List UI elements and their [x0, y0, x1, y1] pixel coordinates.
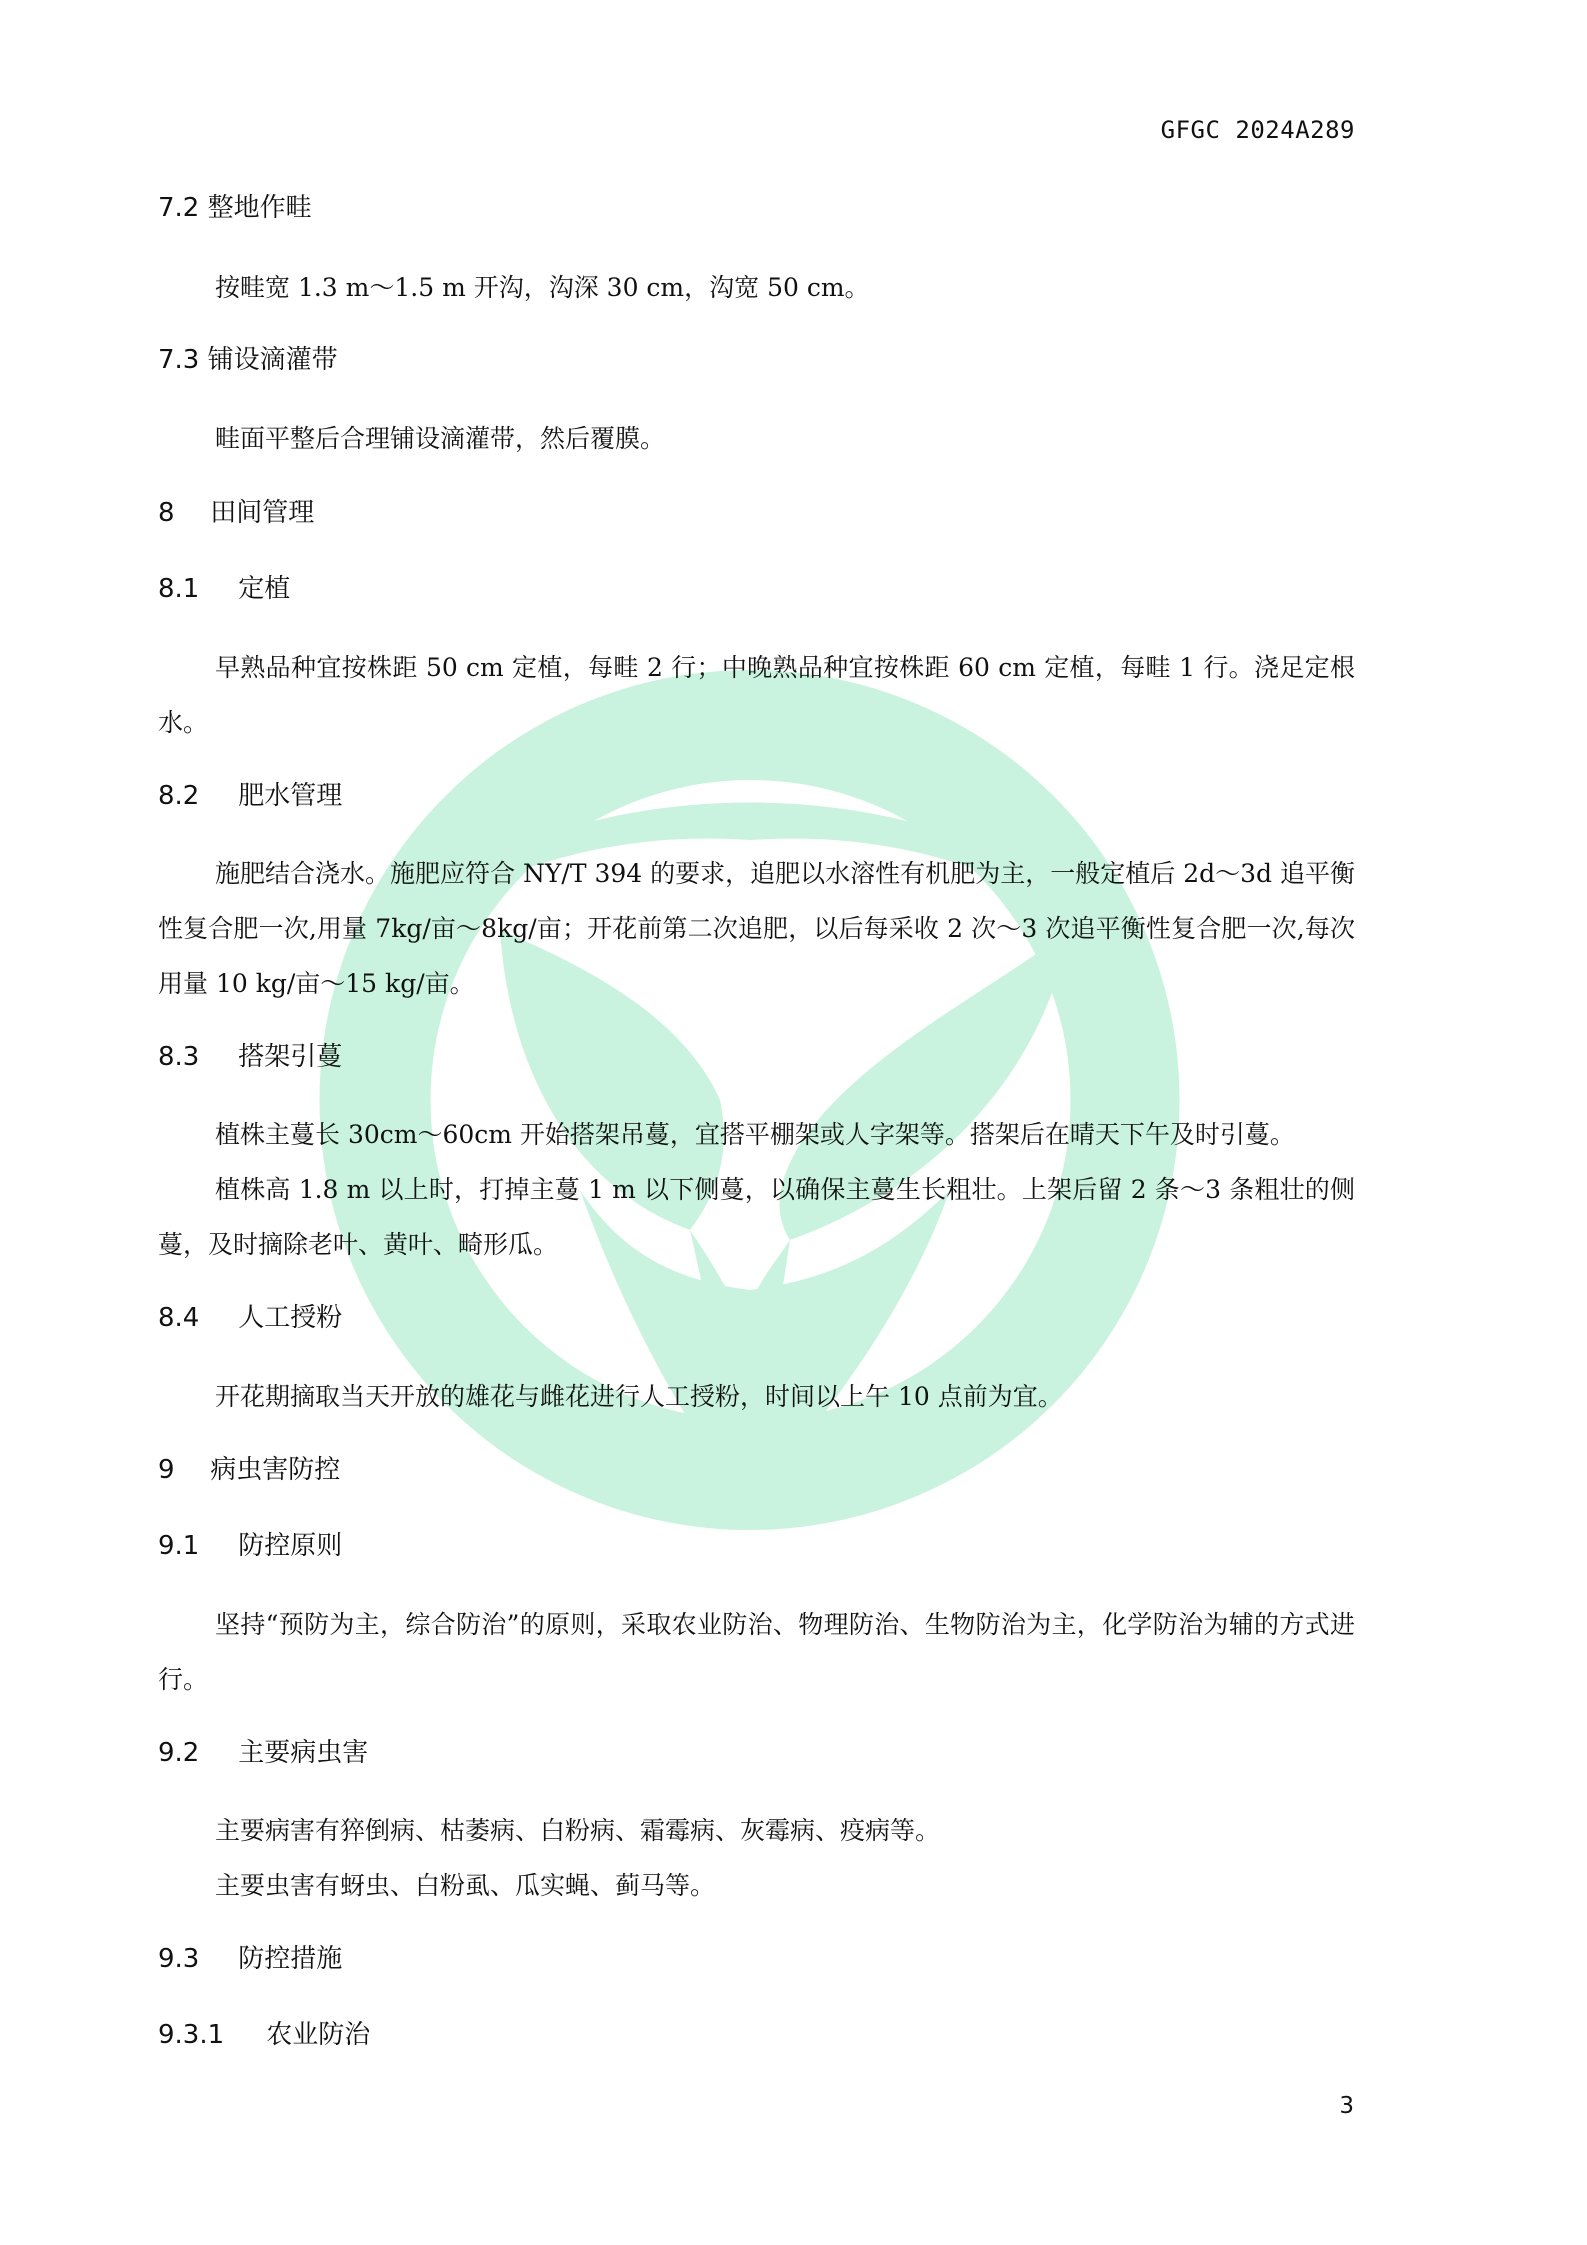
section-number: 7.2 [158, 193, 200, 223]
section-title: 肥水管理 [238, 781, 343, 811]
section-number: 8.2 [158, 781, 200, 811]
section-heading-9-2 [158, 1736, 368, 1770]
section-number: 9.3.1 [158, 2020, 225, 2050]
paragraph: 开花期摘取当天开放的雄花与雌花进行人工授粉，时间以上午 10 点前为宜。 [215, 1382, 1063, 1411]
section-number: 9.1 [158, 1531, 200, 1561]
section-title: 人工授粉 [238, 1303, 343, 1333]
section-heading-8-4 [158, 1301, 342, 1335]
paragraph: 畦面平整后合理铺设滴灌带，然后覆膜。 [215, 424, 666, 453]
paragraph: 植株高 1.8 m 以上时，打掉主蔓 1 m 以下侧蔓，以确保主蔓生长粗壮。上架后留 2 条～3 条粗壮的侧蔓，及时摘除老叶、黄叶、畸形瓜。 [158, 1175, 1355, 1259]
paragraph: 植株主蔓长 30cm～60cm 开始搭架吊蔓，宜搭平棚架或人字架等。搭架后在晴天下午及时引蔓。 [215, 1120, 1295, 1149]
section-heading-8-3 [158, 1040, 342, 1074]
section-title: 主要病虫害 [238, 1738, 369, 1768]
section-number: 8.3 [158, 1042, 200, 1072]
paragraph: 早熟品种宜按株距 50 cm 定植，每畦 2 行；中晚熟品种宜按株距 60 cm 定植，每畦 1 行。浇足定根水。 [158, 653, 1355, 737]
paragraph: 施肥结合浇水。施肥应符合 NY/T 394 的要求，追肥以水溶性有机肥为主，一般定植后 2d～3d 追平衡性复合肥一次,用量 7kg/亩～8kg/亩；开花前第二次追肥，以后每采收 2 次～3 次追平衡性复合肥一次,每次用量 10 kg/亩～15 kg/亩。 [158, 859, 1355, 998]
section-title: 整地作畦 [207, 193, 312, 223]
paragraph: 坚持“预防为主，综合防治”的原则，采取农业防治、物理防治、生物防治为主，化学防治为辅的方式进行。 [158, 1610, 1355, 1694]
section-number: 9.2 [158, 1738, 200, 1768]
section-title: 田间管理 [210, 498, 315, 528]
section-heading-7-2 [158, 191, 312, 225]
section-heading-9-3-1 [158, 2018, 370, 2052]
section-number: 8.4 [158, 1303, 200, 1333]
section-number: 8.1 [158, 574, 200, 604]
section-heading-7-3 [158, 343, 338, 377]
page-number: 3 [1339, 2093, 1354, 2119]
section-number: 9.3 [158, 1944, 200, 1974]
section-heading-9-3 [158, 1942, 342, 1976]
section-heading-8-1 [158, 572, 290, 606]
section-heading-8 [158, 496, 314, 530]
section-heading-9-1 [158, 1529, 342, 1563]
section-title: 防控措施 [238, 1944, 343, 1974]
section-title: 病虫害防控 [210, 1455, 341, 1485]
section-title: 定植 [238, 574, 291, 604]
section-title: 防控原则 [238, 1531, 343, 1561]
document-code: GFGC 2024A289 [1160, 116, 1355, 144]
section-number: 9 [158, 1455, 175, 1485]
section-heading-9 [158, 1453, 340, 1487]
section-heading-8-2 [158, 779, 342, 813]
section-title: 农业防治 [266, 2020, 371, 2050]
section-number: 7.3 [158, 345, 200, 375]
paragraph: 主要虫害有蚜虫、白粉虱、瓜实蝇、蓟马等。 [215, 1871, 716, 1900]
section-title: 铺设滴灌带 [207, 345, 338, 375]
section-number: 8 [158, 498, 175, 528]
paragraph: 主要病害有猝倒病、枯萎病、白粉病、霜霉病、灰霉病、疫病等。 [215, 1816, 941, 1845]
section-title: 搭架引蔓 [238, 1042, 343, 1072]
paragraph: 按畦宽 1.3 m～1.5 m 开沟，沟深 30 cm，沟宽 50 cm。 [215, 273, 870, 302]
